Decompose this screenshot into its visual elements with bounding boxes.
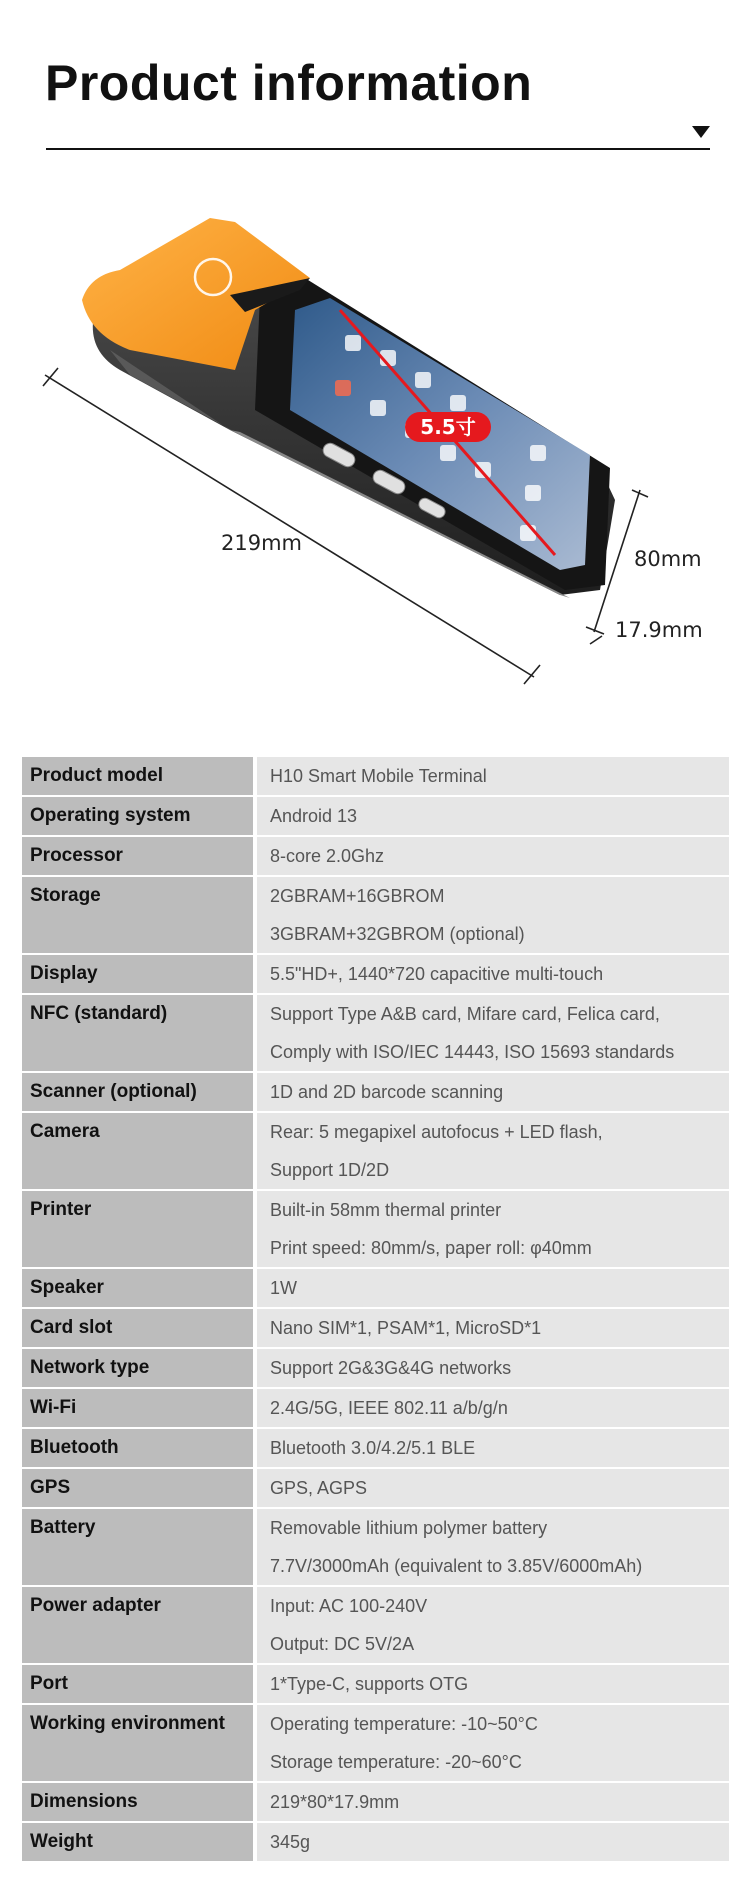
spec-values: [257, 1191, 729, 1267]
spec-label: Card slot: [22, 1309, 257, 1347]
spec-value: Support 2G&3G&4G networks: [270, 1358, 512, 1378]
screen-size-badge: [405, 412, 491, 442]
spec-label: NFC (standard): [22, 995, 257, 1071]
spec-row: [22, 1783, 729, 1823]
spec-row: [22, 995, 729, 1073]
device-body: [82, 218, 615, 598]
product-figure: [0, 200, 750, 700]
spec-value: GPS, AGPS: [270, 1478, 368, 1498]
spec-value: Print speed: 80mm/s, paper roll: φ40mm: [270, 1238, 592, 1258]
triangle-down-icon[interactable]: [692, 126, 710, 138]
spec-value: Rear: 5 megapixel autofocus + LED flash,: [270, 1122, 603, 1142]
spec-values: [257, 1587, 729, 1663]
spec-value: Android 13: [270, 806, 358, 826]
spec-values: [257, 1783, 729, 1821]
title-divider: [46, 148, 710, 150]
spec-value: 3GBRAM+32GBROM (optional): [270, 924, 525, 944]
spec-value: Storage temperature: -20~60°C: [270, 1752, 522, 1772]
spec-value: 2.4G/5G, IEEE 802.11 a/b/g/n: [270, 1398, 508, 1418]
spec-label: Printer: [22, 1191, 257, 1267]
spec-row: [22, 1587, 729, 1665]
spec-row: [22, 1073, 729, 1113]
spec-values: [257, 1469, 729, 1507]
header: [0, 0, 750, 160]
spec-row: [22, 1705, 729, 1783]
spec-value: Input: AC 100-240V: [270, 1596, 428, 1616]
spec-row: [22, 1191, 729, 1269]
spec-label: Power adapter: [22, 1587, 257, 1663]
device-illustration: [0, 200, 750, 700]
spec-label: Network type: [22, 1349, 257, 1387]
spec-value: Comply with ISO/IEC 14443, ISO 15693 standards: [270, 1042, 675, 1062]
spec-table: [22, 757, 729, 1863]
spec-value: 7.7V/3000mAh (equivalent to 3.85V/6000mAh): [270, 1556, 643, 1576]
spec-value: Bluetooth 3.0/4.2/5.1 BLE: [270, 1438, 476, 1458]
spec-value: Support 1D/2D: [270, 1160, 390, 1180]
spec-label: Wi-Fi: [22, 1389, 257, 1427]
length-label: 219mm: [221, 531, 302, 555]
spec-label: Battery: [22, 1509, 257, 1585]
spec-value: 1W: [270, 1278, 297, 1298]
spec-row: [22, 1113, 729, 1191]
spec-values: [257, 1705, 729, 1781]
spec-value: 1D and 2D barcode scanning: [270, 1082, 504, 1102]
spec-row: [22, 1389, 729, 1429]
spec-label: Storage: [22, 877, 257, 953]
spec-values: [257, 1073, 729, 1111]
spec-row: [22, 1665, 729, 1705]
spec-label: GPS: [22, 1469, 257, 1507]
spec-label: Working environment: [22, 1705, 257, 1781]
spec-label: Processor: [22, 837, 257, 875]
spec-value: 2GBRAM+16GBROM: [270, 886, 445, 906]
page-title: Product information: [45, 55, 533, 111]
spec-value: 5.5"HD+, 1440*720 capacitive multi-touch: [270, 964, 604, 984]
spec-row: [22, 1349, 729, 1389]
spec-row: [22, 1469, 729, 1509]
spec-row: [22, 877, 729, 955]
spec-row: [22, 1309, 729, 1349]
spec-label: Camera: [22, 1113, 257, 1189]
spec-label: Weight: [22, 1823, 257, 1861]
spec-label: Dimensions: [22, 1783, 257, 1821]
spec-label: Bluetooth: [22, 1429, 257, 1467]
spec-value: Nano SIM*1, PSAM*1, MicroSD*1: [270, 1318, 542, 1338]
spec-value: 1*Type-C, supports OTG: [270, 1674, 469, 1694]
spec-row: [22, 757, 729, 797]
spec-row: [22, 1269, 729, 1309]
spec-value: Removable lithium polymer battery: [270, 1518, 548, 1538]
spec-values: [257, 995, 729, 1071]
spec-values: [257, 837, 729, 875]
spec-values: [257, 955, 729, 993]
spec-row: [22, 1429, 729, 1469]
spec-value: 219*80*17.9mm: [270, 1792, 400, 1812]
spec-values: [257, 1349, 729, 1387]
spec-row: [22, 1823, 729, 1863]
spec-values: [257, 1309, 729, 1347]
spec-value: Built-in 58mm thermal printer: [270, 1200, 502, 1220]
spec-values: [257, 757, 729, 795]
spec-label: Port: [22, 1665, 257, 1703]
spec-value: Support Type A&B card, Mifare card, Felica card,: [270, 1004, 660, 1024]
screen-size-label: 5.5寸: [420, 415, 476, 439]
spec-value: H10 Smart Mobile Terminal: [270, 766, 487, 786]
spec-values: [257, 1823, 729, 1861]
spec-label: Speaker: [22, 1269, 257, 1307]
thickness-label: 17.9mm: [615, 618, 703, 642]
spec-values: [257, 1429, 729, 1467]
spec-label: Operating system: [22, 797, 257, 835]
spec-value: Output: DC 5V/2A: [270, 1634, 415, 1654]
spec-values: [257, 877, 729, 953]
spec-label: Display: [22, 955, 257, 993]
spec-row: [22, 955, 729, 995]
spec-values: [257, 1665, 729, 1703]
spec-value: 345g: [270, 1832, 311, 1852]
spec-row: [22, 797, 729, 837]
spec-value: 8-core 2.0Ghz: [270, 846, 385, 866]
spec-value: Operating temperature: -10~50°C: [270, 1714, 538, 1734]
spec-values: [257, 1509, 729, 1585]
spec-label: Scanner (optional): [22, 1073, 257, 1111]
width-label: 80mm: [634, 547, 702, 571]
spec-values: [257, 1389, 729, 1427]
spec-row: [22, 1509, 729, 1587]
spec-values: [257, 1113, 729, 1189]
spec-label: Product model: [22, 757, 257, 795]
spec-row: [22, 837, 729, 877]
spec-values: [257, 1269, 729, 1307]
spec-values: [257, 797, 729, 835]
